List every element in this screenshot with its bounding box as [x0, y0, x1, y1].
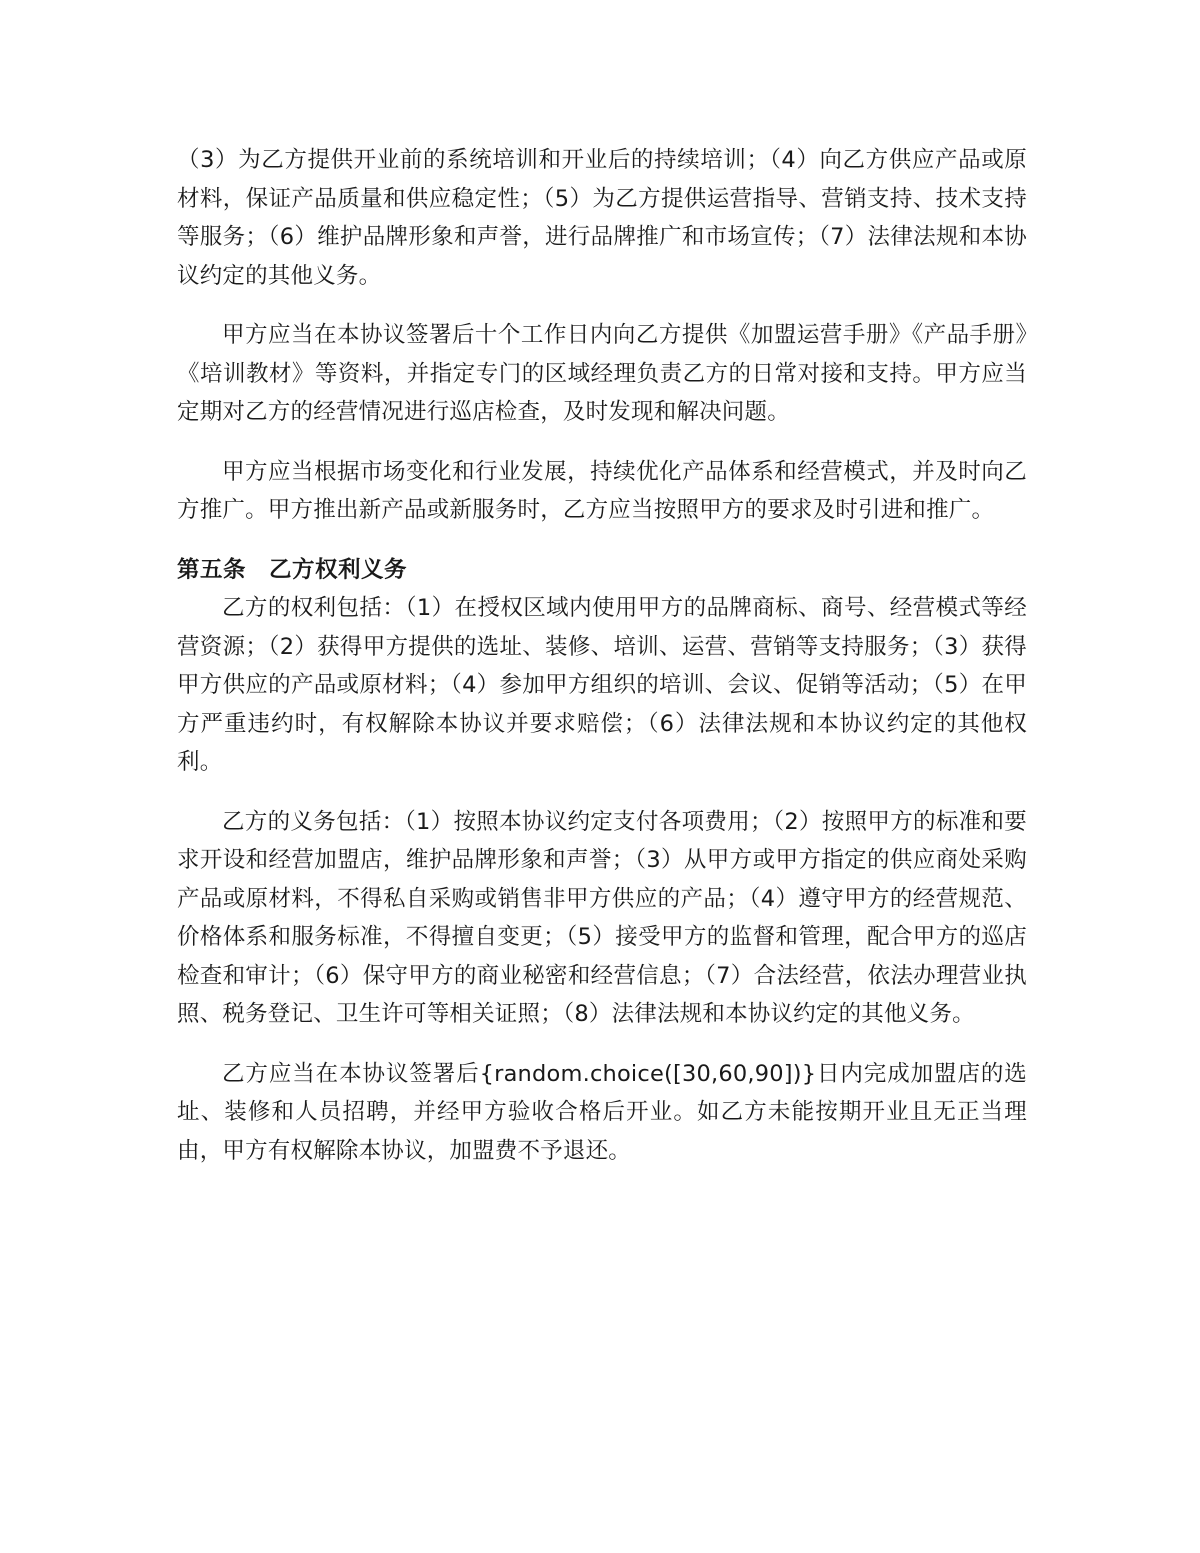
- paragraph-party-a-optimization: 甲方应当根据市场变化和行业发展，持续优化产品体系和经营模式，并及时向乙方推广。甲方推出新产品或新服务时，乙方应当按照甲方的要求及时引进和推广。: [177, 458, 1027, 523]
- paragraph-party-b-obligations: 乙方的义务包括：（1）按照本协议约定支付各项费用；（2）按照甲方的标准和要求开设和经营加盟店，维护品牌形象和声誉；（3）从甲方或甲方指定的供应商处采购产品或原材料，不得私自采购或销售非甲方供应的产品；（4）遵守甲方的经营规范、价格体系和服务标准，不得擅自变更；（5）接受甲方的监督和管理，配合甲方的巡店检查和审计；（6）保守甲方的商业秘密和经营信息；（7）合法经营，依法办理营业执照、税务登记、卫生许可等相关证照；（8）法律法规和本协议约定的其他义务。: [177, 808, 1027, 1027]
- section-heading-article-5: 第五条 乙方权利义务: [177, 556, 408, 583]
- paragraph-party-a-obligations-continued: （3）为乙方提供开业前的系统培训和开业后的持续培训；（4）向乙方供应产品或原材料，保证产品质量和供应稳定性；（5）为乙方提供运营指导、营销支持、技术支持等服务；（6）维护品牌形象和声誉，进行品牌推广和市场宣传；（7）法律法规和本协议约定的其他义务。: [177, 147, 1027, 289]
- paragraph-party-b-opening-deadline: 乙方应当在本协议签署后{random.choice([30,60,90])}日内完成加盟店的选址、装修和人员招聘，并经甲方验收合格后开业。如乙方未能按期开业且无正当理由，甲方有权解除本协议，加盟费不予退还。: [177, 1060, 1027, 1164]
- paragraph-party-a-materials: 甲方应当在本协议签署后十个工作日内向乙方提供《加盟运营手册》《产品手册》《培训教材》等资料，并指定专门的区域经理负责乙方的日常对接和支持。甲方应当定期对乙方的经营情况进行巡店检查，及时发现和解决问题。: [177, 322, 1027, 425]
- paragraph-party-b-rights: 乙方的权利包括：（1）在授权区域内使用甲方的品牌商标、商号、经营模式等经营资源；（2）获得甲方提供的选址、装修、培训、运营、营销等支持服务；（3）获得甲方供应的产品或原材料；（4）参加甲方组织的培训、会议、促销等活动；（5）在甲方严重违约时，有权解除本协议并要求赔偿；（6）法律法规和本协议约定的其他权利。: [177, 595, 1027, 775]
- document-body: [177, 141, 1027, 1191]
